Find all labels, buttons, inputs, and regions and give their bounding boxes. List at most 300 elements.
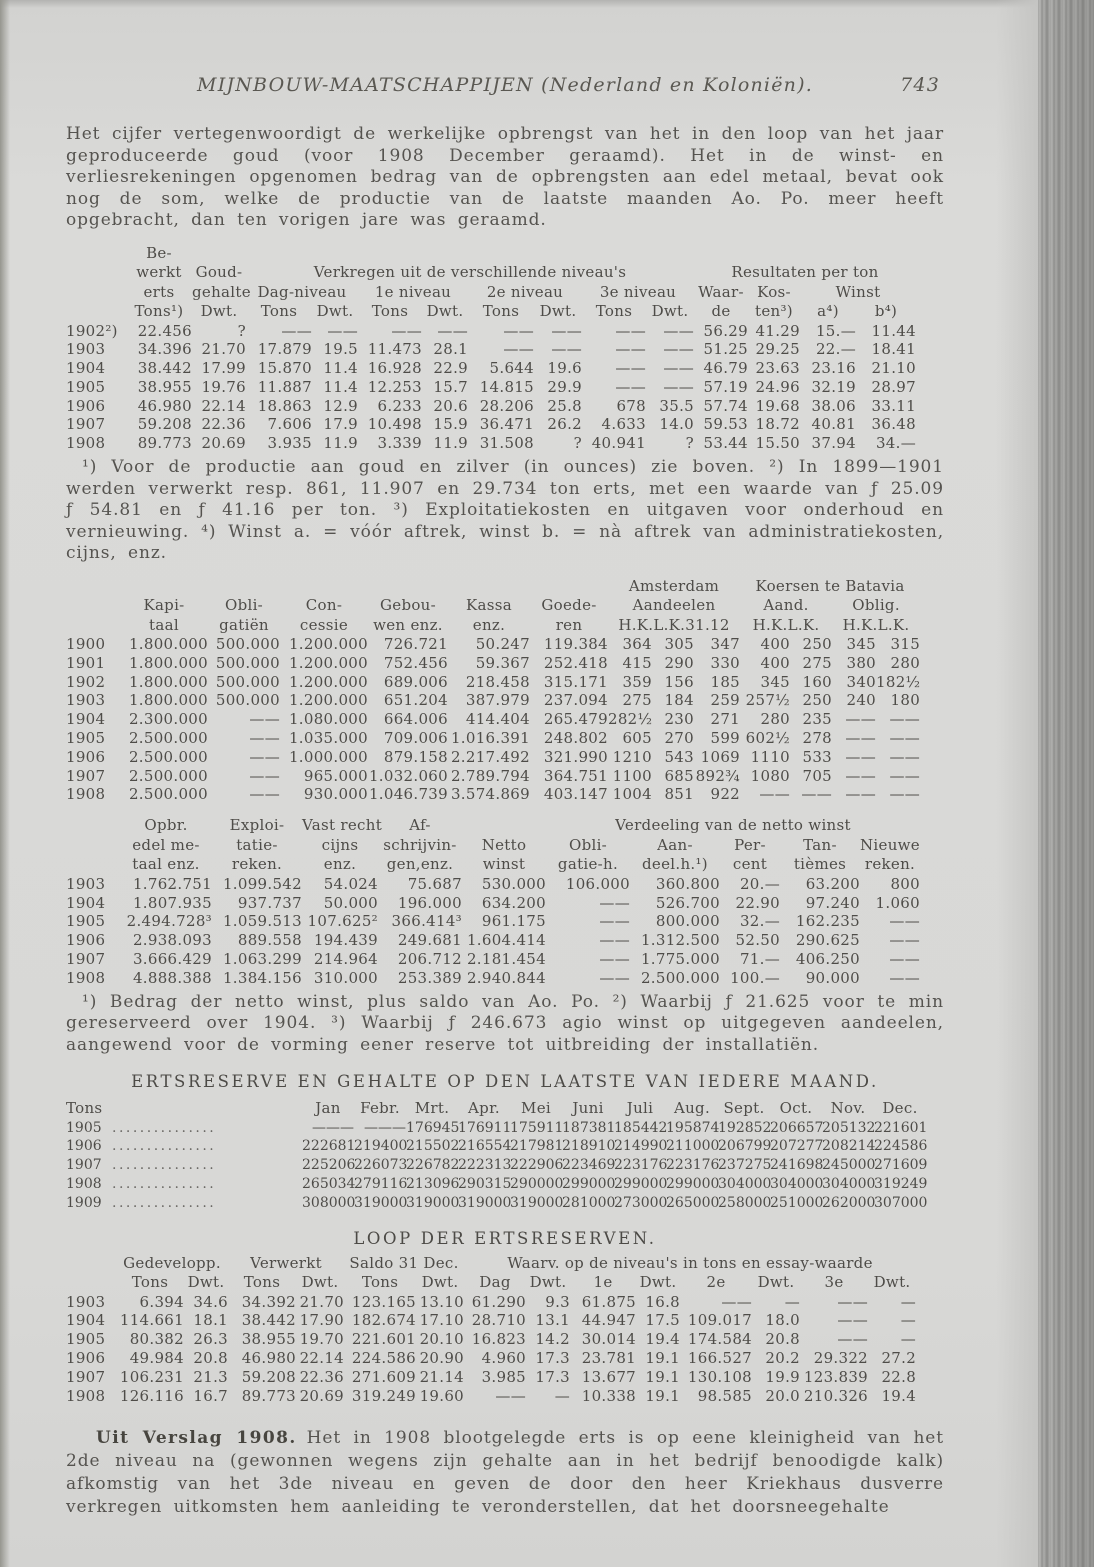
table-cell: 1.604.414 bbox=[466, 931, 546, 950]
table-cell: —— bbox=[503, 340, 534, 359]
table-cell: 19.4 bbox=[881, 1386, 917, 1405]
table-cell: 35.5 bbox=[659, 396, 694, 415]
table-cell: 53.44 bbox=[703, 434, 748, 453]
table-cell: 2.938.093 bbox=[132, 931, 212, 950]
column-header: Winst bbox=[835, 282, 881, 301]
table-cell: 14.0 bbox=[659, 415, 694, 434]
table-cell: 192852 bbox=[718, 1119, 772, 1136]
table-cell: 237275 bbox=[718, 1157, 772, 1174]
column-header: Amsterdam bbox=[628, 576, 720, 595]
table-cell: —— bbox=[281, 321, 312, 340]
table-cell: 50.247 bbox=[475, 635, 530, 654]
table-cell: 57.19 bbox=[703, 377, 748, 396]
table-cell: 226782 bbox=[406, 1157, 460, 1174]
balance-table-header bbox=[66, 577, 920, 636]
table-cell: 223176 bbox=[614, 1157, 668, 1174]
table-cell: 275 bbox=[622, 691, 652, 710]
table-cell: 36.48 bbox=[871, 415, 916, 434]
table-cell: —— bbox=[889, 766, 921, 785]
table-cell: 415 bbox=[622, 653, 652, 672]
column-header: Dag-niveau bbox=[257, 282, 347, 301]
table-cell: 180 bbox=[890, 691, 921, 710]
table-cell: 265034 bbox=[302, 1175, 356, 1192]
table-cell: 28.1 bbox=[433, 340, 468, 359]
table-cell: 13.1 bbox=[535, 1311, 571, 1330]
table-cell: 21.70 bbox=[299, 1292, 345, 1311]
table-cell: 119.384 bbox=[543, 635, 608, 654]
table-cell: 1906 bbox=[66, 931, 106, 950]
table-cell: 319000 bbox=[458, 1194, 512, 1211]
table-cell: 2.217.492 bbox=[450, 747, 530, 766]
table-cell: 18.863 bbox=[257, 396, 312, 415]
table-cell: 10.498 bbox=[367, 415, 422, 434]
column-header: Aandeelen bbox=[632, 596, 716, 615]
table-cell: 500.000 bbox=[215, 653, 280, 672]
table-cell: 14.815 bbox=[479, 377, 534, 396]
column-header: Tons bbox=[66, 1099, 103, 1118]
table-cell: 245000 bbox=[822, 1157, 876, 1174]
table-cell: 380 bbox=[846, 653, 877, 672]
table-cell: —— bbox=[889, 912, 920, 931]
column-header: Obli- bbox=[224, 596, 264, 615]
column-header: cessie bbox=[299, 615, 349, 634]
table-cell: —— bbox=[437, 321, 468, 340]
table-cell: 22.14 bbox=[201, 396, 246, 415]
table-cell: 1.059.513 bbox=[222, 912, 302, 931]
table-cell: 1.080.000 bbox=[288, 710, 368, 729]
table-cell: —— bbox=[599, 912, 630, 931]
column-header: H.K.L.K.31.12 bbox=[618, 615, 730, 634]
table-cell: 20.8 bbox=[765, 1330, 801, 1349]
table-cell: 106.231 bbox=[119, 1367, 184, 1386]
table-cell: 20.90 bbox=[419, 1348, 465, 1367]
table-cell: 366.414³ bbox=[391, 912, 462, 931]
table-cell: 651.204 bbox=[383, 691, 448, 710]
table-cell: 196.000 bbox=[397, 893, 462, 912]
table-cell: —— bbox=[249, 766, 280, 785]
table-row bbox=[66, 654, 920, 673]
ore-reserve-course-table bbox=[66, 1254, 916, 1406]
table-cell: 257½ bbox=[745, 691, 791, 710]
table-cell: 59.53 bbox=[703, 415, 748, 434]
table-cell: 26.2 bbox=[547, 415, 582, 434]
table-cell: —— bbox=[889, 968, 920, 987]
table-cell: 33.11 bbox=[871, 396, 916, 415]
table-cell: 290 bbox=[664, 653, 694, 672]
column-header: 3e niveau bbox=[599, 282, 677, 301]
table-cell: 271.609 bbox=[351, 1367, 417, 1386]
table-cell: ............... bbox=[112, 1138, 217, 1155]
column-header: Apr. bbox=[468, 1099, 500, 1118]
table-cell: 11.4 bbox=[323, 377, 358, 396]
table-cell: —— bbox=[599, 931, 630, 950]
table-cell: 6.394 bbox=[139, 1292, 184, 1311]
table-cell: 1.762.751 bbox=[132, 874, 212, 893]
page-content bbox=[66, 74, 944, 1519]
table-cell: 1908 bbox=[66, 1175, 102, 1192]
column-header: Vast recht bbox=[302, 816, 383, 835]
table-cell: 18.41 bbox=[871, 340, 916, 359]
table-cell: 1.046.739 bbox=[368, 785, 448, 804]
table-cell: 270 bbox=[664, 729, 694, 748]
table-cell: —— bbox=[615, 377, 646, 396]
column-header: tatie- bbox=[236, 835, 278, 854]
column-header: Tons bbox=[131, 1273, 169, 1292]
spacer-cell bbox=[66, 302, 126, 322]
table-cell: 237.094 bbox=[543, 691, 608, 710]
table-row bbox=[66, 1156, 926, 1175]
table-row bbox=[66, 950, 920, 969]
table-cell: 240 bbox=[846, 691, 877, 710]
table-cell: 18.0 bbox=[765, 1311, 801, 1330]
table-cell: 34.392 bbox=[241, 1292, 297, 1311]
table-cell: 44.947 bbox=[581, 1311, 637, 1330]
table-cell: 29.322 bbox=[813, 1348, 869, 1367]
spacer-cell bbox=[462, 816, 546, 836]
table-cell: 1907 bbox=[66, 1157, 102, 1174]
page-number: 743 bbox=[900, 74, 940, 96]
table-cell: 1905 bbox=[66, 912, 106, 931]
table-cell: 106.000 bbox=[565, 874, 630, 893]
table-cell: 403.147 bbox=[543, 785, 608, 804]
table-cell: 21.3 bbox=[193, 1367, 229, 1386]
table-cell: 19.60 bbox=[419, 1386, 465, 1405]
table-cell: 1906 bbox=[66, 396, 106, 415]
table-cell: —— bbox=[599, 893, 630, 912]
column-header: ren bbox=[555, 615, 583, 634]
table-cell: 18.1 bbox=[193, 1311, 229, 1330]
table-cell: 176911 bbox=[458, 1119, 512, 1136]
table-cell: 500.000 bbox=[215, 672, 280, 691]
table-cell: 32.19 bbox=[811, 377, 856, 396]
table-cell: 13.10 bbox=[419, 1292, 465, 1311]
table-cell: 28.206 bbox=[479, 396, 534, 415]
table-cell: 280 bbox=[890, 653, 921, 672]
table-cell: —— bbox=[615, 359, 646, 378]
table-cell: 330 bbox=[710, 653, 741, 672]
table-cell: 11.4 bbox=[323, 359, 358, 378]
table-cell: 63.200 bbox=[805, 874, 860, 893]
column-header: Exploi- bbox=[229, 816, 285, 835]
table-cell: 1.060 bbox=[875, 893, 920, 912]
table-cell: 299000 bbox=[666, 1175, 720, 1192]
column-header: deel.h.¹) bbox=[642, 855, 708, 874]
table-cell: 46.980 bbox=[241, 1348, 297, 1367]
table-cell: —— bbox=[845, 785, 877, 804]
column-header: Goud- bbox=[195, 263, 243, 281]
table-cell: 800 bbox=[890, 874, 920, 893]
table-cell: 41.29 bbox=[755, 321, 800, 340]
table-cell: 345 bbox=[846, 635, 877, 654]
table-cell: 224.586 bbox=[351, 1348, 417, 1367]
column-header: Dag bbox=[479, 1273, 511, 1292]
table-cell: 12.9 bbox=[323, 396, 358, 415]
column-header: Tons bbox=[482, 302, 520, 320]
table-cell: 634.200 bbox=[481, 893, 546, 912]
table-cell: 182½ bbox=[876, 672, 921, 691]
column-header: Kapi- bbox=[143, 596, 185, 615]
table-cell: 304000 bbox=[822, 1175, 876, 1192]
table-cell: 36.471 bbox=[479, 415, 534, 434]
column-header: gatiën bbox=[219, 615, 269, 634]
table-cell: 500.000 bbox=[215, 691, 280, 710]
table-cell: 1.200.000 bbox=[288, 691, 368, 710]
column-header: Dwt. bbox=[187, 1273, 225, 1292]
table-cell: 206657 bbox=[770, 1119, 824, 1136]
table-cell: 19.68 bbox=[755, 396, 800, 415]
table-cell: 258000 bbox=[718, 1194, 772, 1211]
table-cell: 20.2 bbox=[765, 1348, 801, 1367]
table-cell: 107.625² bbox=[307, 912, 378, 931]
table-cell: 319.249 bbox=[351, 1386, 417, 1405]
table-cell: 19.1 bbox=[645, 1348, 681, 1367]
table-cell: —— bbox=[837, 1311, 869, 1330]
balance-table bbox=[66, 577, 920, 805]
page-gutter-shadow bbox=[996, 0, 1038, 1567]
column-header: cijns bbox=[321, 835, 359, 854]
table-cell: 17.99 bbox=[201, 359, 246, 378]
table-cell: 11.44 bbox=[871, 321, 916, 340]
table-cell: 308000 bbox=[302, 1194, 356, 1211]
table-row bbox=[66, 322, 916, 341]
table-cell: —— bbox=[551, 321, 582, 340]
table-cell: —— bbox=[663, 340, 694, 359]
footnote-profit: ¹) Bedrag der netto winst, plus saldo van Ao. Po. ²) Waarbij ƒ 21.625 voor te min gereserveerd over 1904. ³) Waarbij ƒ 246.673 agio winst op uitgegeven aandeelen, aangewend voor de vorming eener reserve tot uitbreiding der installatiën. bbox=[66, 991, 944, 1055]
page-title: MIJNBOUW-MAATSCHAPPIJEN (Nederland en Koloniën). bbox=[197, 74, 813, 96]
column-header: Oblig. bbox=[852, 596, 900, 615]
column-header: Tons bbox=[371, 302, 409, 320]
table-cell: ............... bbox=[112, 1175, 217, 1192]
table-cell: 400 bbox=[760, 635, 791, 654]
table-cell: 2.494.728³ bbox=[126, 912, 212, 931]
table-cell: 9.3 bbox=[545, 1292, 571, 1311]
table-cell: 6.233 bbox=[377, 396, 422, 415]
column-header: de bbox=[711, 302, 731, 320]
table-cell: 1906 bbox=[66, 1138, 102, 1155]
spacer-cell bbox=[66, 596, 120, 616]
table-cell: 114.661 bbox=[119, 1311, 184, 1330]
table-cell: 156 bbox=[664, 672, 694, 691]
table-cell: 29.25 bbox=[755, 340, 800, 359]
table-cell: —— bbox=[249, 710, 280, 729]
column-header: Dwt. bbox=[426, 302, 464, 320]
column-header: edel me- bbox=[132, 835, 200, 854]
column-header: Kassa bbox=[466, 596, 512, 615]
table-cell: 321.990 bbox=[543, 747, 608, 766]
column-header: Obli- bbox=[568, 835, 608, 854]
table-cell: 280 bbox=[760, 710, 791, 729]
column-header: Resultaten per ton bbox=[731, 263, 879, 281]
table-cell: 2.500.000 bbox=[128, 729, 208, 748]
table-cell: 1.200.000 bbox=[288, 635, 368, 654]
spacer-cell bbox=[66, 263, 126, 283]
column-header: Juli bbox=[626, 1099, 654, 1118]
table-cell: 1069 bbox=[700, 747, 741, 766]
table-cell: —— bbox=[801, 785, 833, 804]
table-cell: 75.687 bbox=[407, 874, 462, 893]
table-cell: 605 bbox=[622, 729, 652, 748]
table-cell: 1906 bbox=[66, 747, 106, 766]
table-cell: 1908 bbox=[66, 434, 106, 453]
table-cell: 235 bbox=[802, 710, 833, 729]
table-cell: 7.606 bbox=[267, 415, 312, 434]
table-cell: 299000 bbox=[562, 1175, 616, 1192]
table-cell: 184 bbox=[664, 691, 694, 710]
table-cell: 23.63 bbox=[755, 359, 800, 378]
table-cell: 262000 bbox=[822, 1194, 876, 1211]
table-cell: 221.601 bbox=[351, 1330, 417, 1349]
table-cell: 27.2 bbox=[881, 1348, 917, 1367]
table-cell: 15.7 bbox=[433, 377, 468, 396]
table-cell: 16.7 bbox=[193, 1386, 229, 1405]
table-cell: 89.773 bbox=[137, 434, 192, 453]
reserve-table-body bbox=[66, 1119, 926, 1213]
table-cell: 90.000 bbox=[805, 968, 860, 987]
table-cell: 664.006 bbox=[383, 710, 448, 729]
table-cell: 10.338 bbox=[581, 1386, 637, 1405]
column-header: Dwt. bbox=[873, 1273, 911, 1292]
table-cell: —— bbox=[845, 766, 877, 785]
table-cell: 174.584 bbox=[687, 1330, 753, 1349]
table-cell: —— bbox=[889, 729, 921, 748]
table-cell: 18.72 bbox=[755, 415, 800, 434]
table-cell: 1100 bbox=[612, 766, 652, 785]
column-header: Saldo 31 Dec. bbox=[349, 1253, 459, 1272]
table-cell: 19.70 bbox=[299, 1330, 345, 1349]
table-cell: 98.585 bbox=[697, 1386, 753, 1405]
table-cell: 273000 bbox=[614, 1194, 668, 1211]
table-cell: 319000 bbox=[354, 1194, 408, 1211]
table-cell: 1.099.542 bbox=[222, 874, 302, 893]
table-row bbox=[66, 359, 916, 378]
table-cell: 709.006 bbox=[383, 729, 448, 748]
loop-table-body bbox=[66, 1293, 916, 1406]
table-cell: 259 bbox=[710, 691, 741, 710]
table-cell: 315 bbox=[890, 635, 921, 654]
table-cell: 217981 bbox=[510, 1138, 564, 1155]
table-cell: —— bbox=[599, 949, 630, 968]
table-cell: 1004 bbox=[612, 785, 652, 804]
column-header: Be- bbox=[146, 243, 172, 262]
table-cell: 1902²) bbox=[66, 321, 118, 340]
column-header: Dwt. bbox=[529, 1273, 567, 1292]
table-cell: 206.712 bbox=[397, 949, 462, 968]
table-cell: 1.200.000 bbox=[288, 672, 368, 691]
closing-paragraph bbox=[66, 1427, 944, 1519]
table-cell: 1907 bbox=[66, 766, 106, 785]
table-cell: 3.985 bbox=[481, 1367, 527, 1386]
table-row bbox=[66, 635, 920, 654]
table-cell: 1905 bbox=[66, 1330, 106, 1349]
table-cell: 315.171 bbox=[543, 672, 608, 691]
table-cell: 195874 bbox=[666, 1119, 720, 1136]
table-cell: 15.50 bbox=[755, 434, 800, 453]
table-cell: 250 bbox=[802, 635, 833, 654]
table-cell: 1903 bbox=[66, 340, 106, 359]
table-cell: —— bbox=[503, 321, 534, 340]
table-row bbox=[66, 340, 916, 359]
table-cell: 13.677 bbox=[581, 1367, 637, 1386]
table-cell: 19.6 bbox=[547, 359, 582, 378]
table-cell: 109.017 bbox=[687, 1311, 753, 1330]
table-cell: 28.710 bbox=[471, 1311, 527, 1330]
column-header: 1e bbox=[593, 1273, 613, 1292]
table-cell: 889.558 bbox=[237, 931, 302, 950]
table-cell: 251000 bbox=[770, 1194, 824, 1211]
table-cell: 34.396 bbox=[137, 340, 192, 359]
table-cell: —— bbox=[845, 747, 877, 766]
table-cell: — bbox=[554, 1386, 571, 1405]
table-cell: 1.200.000 bbox=[288, 653, 368, 672]
table-cell: —— bbox=[721, 1292, 753, 1311]
table-cell: 1901 bbox=[66, 653, 106, 672]
table-cell: 97.240 bbox=[805, 893, 860, 912]
table-cell: 12.253 bbox=[367, 377, 422, 396]
column-header: Con- bbox=[305, 596, 343, 615]
column-header: Dwt. bbox=[421, 1273, 459, 1292]
table-cell: —— bbox=[249, 729, 280, 748]
table-cell: — bbox=[784, 1292, 801, 1311]
table-cell: 20.10 bbox=[419, 1330, 465, 1349]
scan-edge-left bbox=[0, 0, 10, 1567]
table-cell: 57.74 bbox=[703, 396, 748, 415]
table-cell: 22.14 bbox=[299, 1348, 345, 1367]
column-header: Dwt. bbox=[639, 1273, 677, 1292]
column-header: Tons bbox=[361, 1273, 399, 1292]
table-cell: 222313 bbox=[458, 1157, 512, 1174]
table-cell: 1.000.000 bbox=[288, 747, 368, 766]
table-cell: 892¾ bbox=[695, 766, 741, 785]
table-row bbox=[66, 931, 920, 950]
reserve-table-header bbox=[66, 1099, 926, 1119]
table-cell: 19.4 bbox=[645, 1330, 681, 1349]
table-cell: 364.751 bbox=[543, 766, 608, 785]
table-row bbox=[66, 673, 920, 692]
table-cell: 20.69 bbox=[299, 1386, 345, 1405]
table-cell: ——— bbox=[364, 1119, 406, 1136]
column-header: Dwt. bbox=[651, 302, 689, 320]
table-cell: 225206 bbox=[302, 1157, 356, 1174]
table-cell: 290315 bbox=[458, 1175, 512, 1192]
balance-table-body bbox=[66, 635, 920, 804]
table-cell: 46.79 bbox=[703, 359, 748, 378]
table-cell: 24.96 bbox=[755, 377, 800, 396]
column-header: enz. bbox=[323, 855, 357, 874]
table-cell: ——— bbox=[312, 1119, 354, 1136]
table-row bbox=[66, 969, 920, 988]
table-cell: 22.— bbox=[815, 340, 856, 359]
table-cell: 678 bbox=[616, 396, 646, 415]
column-header: Dec. bbox=[882, 1099, 918, 1118]
table-cell: ? bbox=[573, 434, 582, 453]
table-cell: 2.789.794 bbox=[450, 766, 530, 785]
table-cell: 930.000 bbox=[303, 785, 368, 804]
column-header: Dwt. bbox=[200, 302, 238, 320]
table-cell: 61.290 bbox=[471, 1292, 527, 1311]
table-cell: 1.800.000 bbox=[128, 653, 208, 672]
table-cell: 340 bbox=[846, 672, 877, 691]
table-cell: 222906 bbox=[510, 1157, 564, 1174]
table-cell: 965.000 bbox=[303, 766, 368, 785]
table-cell: 187381 bbox=[562, 1119, 616, 1136]
table-cell: ? bbox=[237, 321, 246, 340]
column-header: Verwerkt bbox=[250, 1253, 322, 1272]
table-cell: 224586 bbox=[874, 1138, 928, 1155]
table-cell: 304000 bbox=[770, 1175, 824, 1192]
table-cell: — bbox=[900, 1292, 917, 1311]
column-header: Kos- bbox=[757, 282, 791, 301]
table-cell: —— bbox=[495, 1386, 527, 1405]
